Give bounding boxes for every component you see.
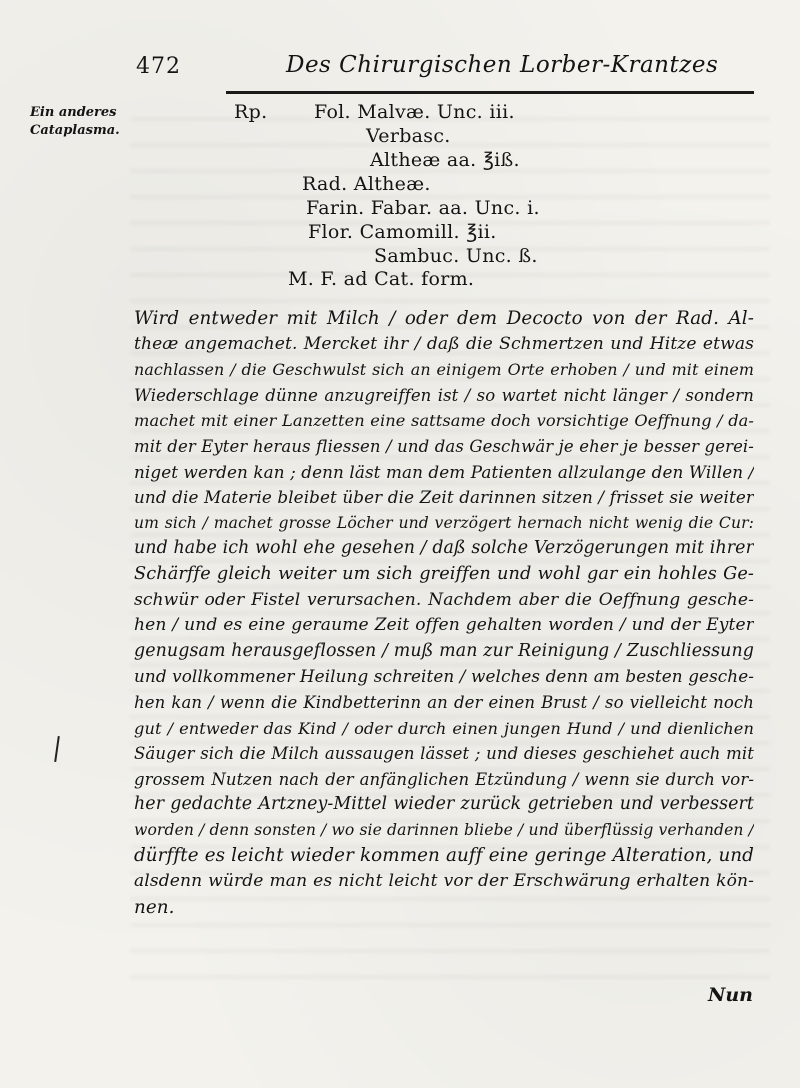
text-line: theæ angemachet. Mercket ihr / daß die Schmertzen und Hitze etwas bbox=[134, 333, 754, 354]
text-line: um sich / machet grosse Löcher und verzögert hernach nicht wenig die Cur: bbox=[134, 513, 754, 532]
page-header bbox=[136, 46, 748, 90]
text-line: schwür oder Fistel verursachen. Nachdem aber die Oeffnung gesche- bbox=[134, 589, 754, 610]
margin-pen-mark bbox=[54, 736, 60, 762]
body-text bbox=[134, 306, 754, 920]
recipe-line: Altheæ aa. ℥iß. bbox=[370, 149, 520, 171]
text-line: gut / entweder das Kind / oder durch einen jungen Hund / und dienlichen bbox=[134, 718, 754, 738]
recipe-line: Farin. Fabar. aa. Unc. i. bbox=[306, 197, 540, 219]
text-line: worden / denn sonsten / wo sie darinnen bliebe / und überflüssig verhanden / bbox=[134, 820, 754, 839]
recipe-line: Verbasc. bbox=[366, 125, 451, 147]
margin-note-line-1: Ein anderes bbox=[30, 105, 117, 120]
margin-note bbox=[30, 104, 140, 140]
text-line: nachlassen / die Geschwulst sich an einigem Orte erhoben / und mit einem bbox=[134, 360, 754, 380]
recipe-rp: Rp. bbox=[234, 101, 268, 123]
text-line: hen / und es eine geraume Zeit offen gehalten worden / und der Eyter bbox=[134, 615, 754, 636]
running-head: Des Chirurgischen Lorber-Krantzes bbox=[286, 52, 719, 78]
text-line: machet mit einer Lanzetten eine sattsame doch vorsichtige Oeffnung / da- bbox=[134, 411, 754, 431]
text-line: her gedachte Artzney-Mittel wieder zurück getrieben und verbessert bbox=[134, 794, 754, 815]
text-line: und die Materie bleibet über die Zeit darinnen sitzen / frisset sie weiter bbox=[134, 487, 754, 508]
text-line: Wird entweder mit Milch / oder dem Decocto von der Rad. Al- bbox=[134, 308, 754, 329]
text-line: und habe ich wohl ehe gesehen / daß solche Verzögerungen mit ihrer bbox=[134, 538, 754, 559]
header-rule bbox=[226, 91, 754, 94]
text-line: hen kan / wenn die Kindbetterinn an der einen Brust / so vielleicht noch bbox=[134, 692, 754, 712]
text-line: Schärffe gleich weiter um sich greiffen und wohl gar ein hohles Ge- bbox=[134, 563, 754, 584]
recipe-line: Flor. Camomill. ℥ii. bbox=[308, 221, 497, 243]
text-line: dürffte es leicht wieder kommen auff eine geringe Alteration, und bbox=[134, 845, 754, 867]
recipe-line: Fol. Malvæ. Unc. iii. bbox=[314, 101, 515, 123]
text-line: mit der Eyter heraus fliessen / und das Geschwär je eher je besser gerei- bbox=[134, 436, 754, 456]
margin-note-line-2: Cataplasma. bbox=[30, 123, 120, 138]
text-line: genugsam herausgeflossen / muß man zur Reinigung / Zuschliessung bbox=[134, 640, 754, 661]
recipe-line: M. F. ad Cat. form. bbox=[288, 268, 475, 290]
text-line: grossem Nutzen nach der anfänglichen Etzündung / wenn sie durch vor- bbox=[134, 769, 754, 789]
text-line: und vollkommener Heilung schreiten / welches denn am besten gesche- bbox=[134, 666, 754, 687]
text-line: Wiederschlage dünne anzugreiffen ist / so wartet nicht länger / sondern bbox=[134, 385, 754, 405]
text-line: Säuger sich die Milch aussaugen lässet ; und dieses geschiehet auch mit bbox=[134, 744, 754, 764]
text-line: alsdenn würde man es nicht leicht vor der Erschwärung erhalten kön- bbox=[134, 871, 754, 892]
catchword: Nun bbox=[708, 984, 753, 1006]
recipe-line: Sambuc. Unc. ß. bbox=[374, 245, 538, 267]
recipe-line: Rad. Altheæ. bbox=[302, 173, 431, 195]
page-number: 472 bbox=[136, 54, 181, 79]
text-line: niget werden kan ; denn läst man dem Patienten allzulange den Willen / bbox=[134, 461, 754, 482]
text-line: nen. bbox=[134, 896, 175, 918]
